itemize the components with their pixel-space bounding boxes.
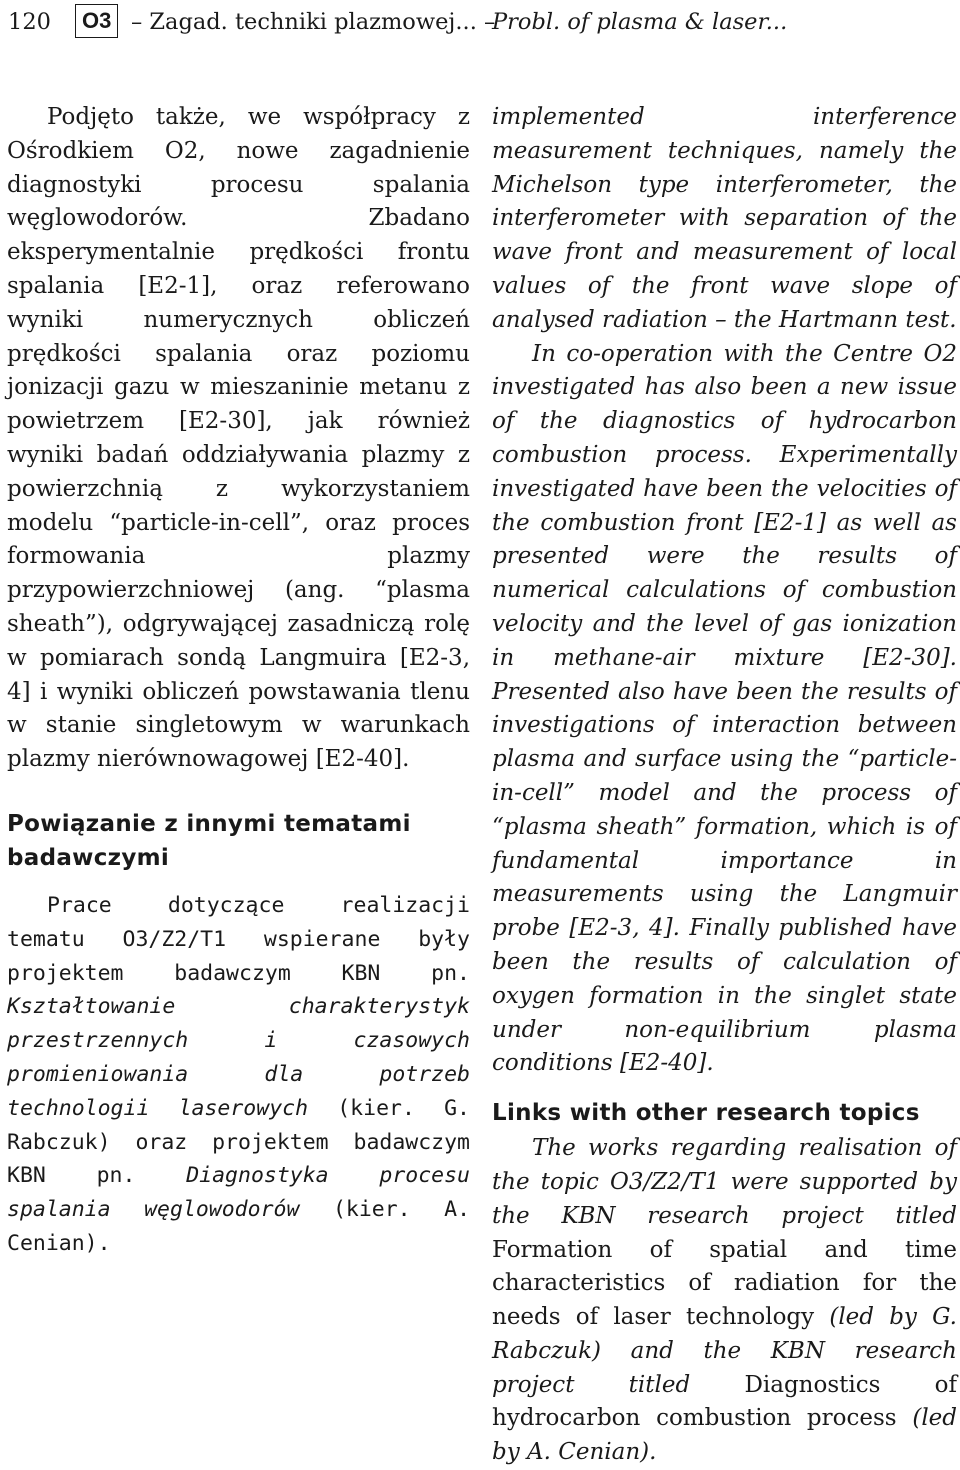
right-projects-end: (led by A. Cenian).	[492, 1405, 958, 1466]
left-project-title-1: Kształtowanie charakterystyk przestrzennych i czasowych promieniowania dla potrzeb technologii laserowych	[7, 994, 470, 1121]
left-paragraph-projects	[7, 889, 470, 1261]
left-heading-links: Powiązanie z innymi tematami badawczymi	[7, 810, 411, 871]
right-projects-middle: (led by G. Rabczuk) and the KBN research project titled	[492, 1304, 957, 1398]
page-number: 120	[8, 9, 51, 35]
right-projects-intro: The works regarding realisation of the topic O3/Z2/T1 were supported by the KBN research project titled	[492, 1135, 957, 1229]
header-title-english: Probl. of plasma & laser...	[492, 9, 788, 35]
left-projects-middle: (kier. G. Rabczuk) oraz projektem badawczym KBN pn.	[7, 1095, 470, 1189]
left-paragraph-research: Podjęto także, we współpracy z Ośrodkiem O2, nowe zagadnienie diagnostyki procesu spalania węglowodorów. Zbadano eksperymentalnie prędkości frontu spalania [E2-1], oraz referowano wyniki numerycznych obliczeń prędkości spalania oraz poziomu jonizacji gazu w mieszaninie metanu z powietrzem [E2-30], jak również wyniki badań oddziaływania plazmy z powierzchnią z wykorzystaniem modelu “particle-in-cell”, oraz proces formowania plazmy przypowierzchniowej (ang. “plasma sheath”), odgrywającej zasadniczą rolę w pomiarach sondą Langmuira [E2-3, 4] i wyniki obliczeń powstawania tlenu w stanie singletowym w warunkach plazmy nierównowagowej [E2-40].	[7, 104, 470, 773]
section-code-box: O3	[75, 4, 118, 38]
right-paragraph-projects	[492, 1132, 957, 1470]
right-paragraph-research: In co-operation with the Centre O2 investigated has also been a new issue of the diagnostics of hydrocarbon combustion process. Experimentally investigated have been the velocities of the combustion front [E2-1] as well as presented were the results of numerical calculations of combustion velocity and the level of gas ionization in methane-air mixture [E2-30]. Presented also have been the results of investigations of interaction between plasma and surface using the “particle-in-cell” model and the process of “plasma sheath” formation, which is of fundamental importance in measurements using the Langmuir probe [E2-3, 4]. Finally published have been the results of calculation of oxygen formation in the singlet state under non-equilibrium plasma conditions [E2-40].	[492, 340, 957, 1077]
right-paragraph-continued: implemented interference measurement techniques, namely the Michelson type interferometer, the interferometer with separation of the wave front and measurement of local values of the front wave slope of analysed radiation – the Hartmann test.	[492, 104, 957, 333]
left-projects-intro: Prace dotyczące realizacji tematu O3/Z2/T1 wspierane były projektem badawczym KBN pn.	[7, 892, 470, 986]
left-projects-end: (kier. A. Cenian).	[7, 1197, 471, 1256]
left-project-title-2: Diagnostyka procesu spalania węglowodorów	[7, 1163, 470, 1223]
right-column-english	[492, 101, 957, 1470]
right-project-title-1: Formation of spatial and time characteristics of radiation for the needs of laser technology	[492, 1236, 957, 1331]
left-column-polish	[7, 101, 470, 1261]
page-header	[0, 0, 960, 44]
right-heading-links: Links with other research topics	[492, 1100, 920, 1127]
header-title-polish: – Zagad. techniki plazmowej... –	[131, 9, 496, 35]
right-project-title-2: Diagnostics of hydrocarbon combustion process	[492, 1371, 958, 1432]
